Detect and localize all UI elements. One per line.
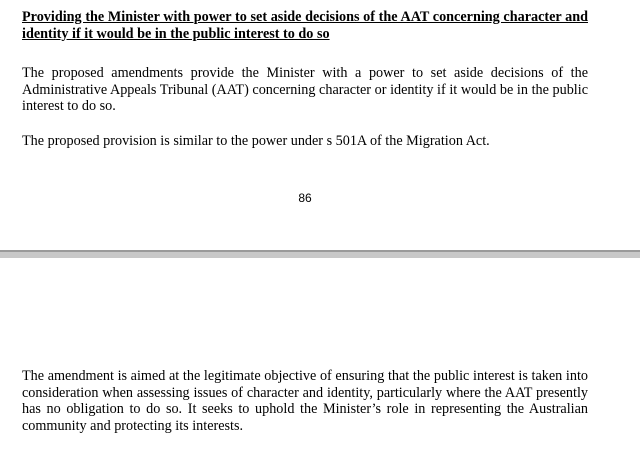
section-heading: Providing the Minister with power to set aside decisions of the AAT concerning character and identity if it would be in the public interest to do so xyxy=(22,9,588,42)
paragraph-legitimate-objective: The amendment is aimed at the legitimate objective of ensuring that the public interest is taken into consideration when assessing issues of character and identity, particularly where the AAT presently has no obligation to do so. It seeks to uphold the Minister’s role in representing the Australian community and protecting its interests. xyxy=(22,368,588,434)
page-number: 86 xyxy=(298,191,312,205)
document-page-lower xyxy=(0,258,640,450)
paragraph-similar-provision: The proposed provision is similar to the power under s 501A of the Migration Act. xyxy=(22,133,490,149)
paragraph-proposed-amendments: The proposed amendments provide the Minister with a power to set aside decisions of the Administrative Appeals Tribunal (AAT) concerning character or identity if it would be in the public interest to do so. xyxy=(22,65,588,114)
